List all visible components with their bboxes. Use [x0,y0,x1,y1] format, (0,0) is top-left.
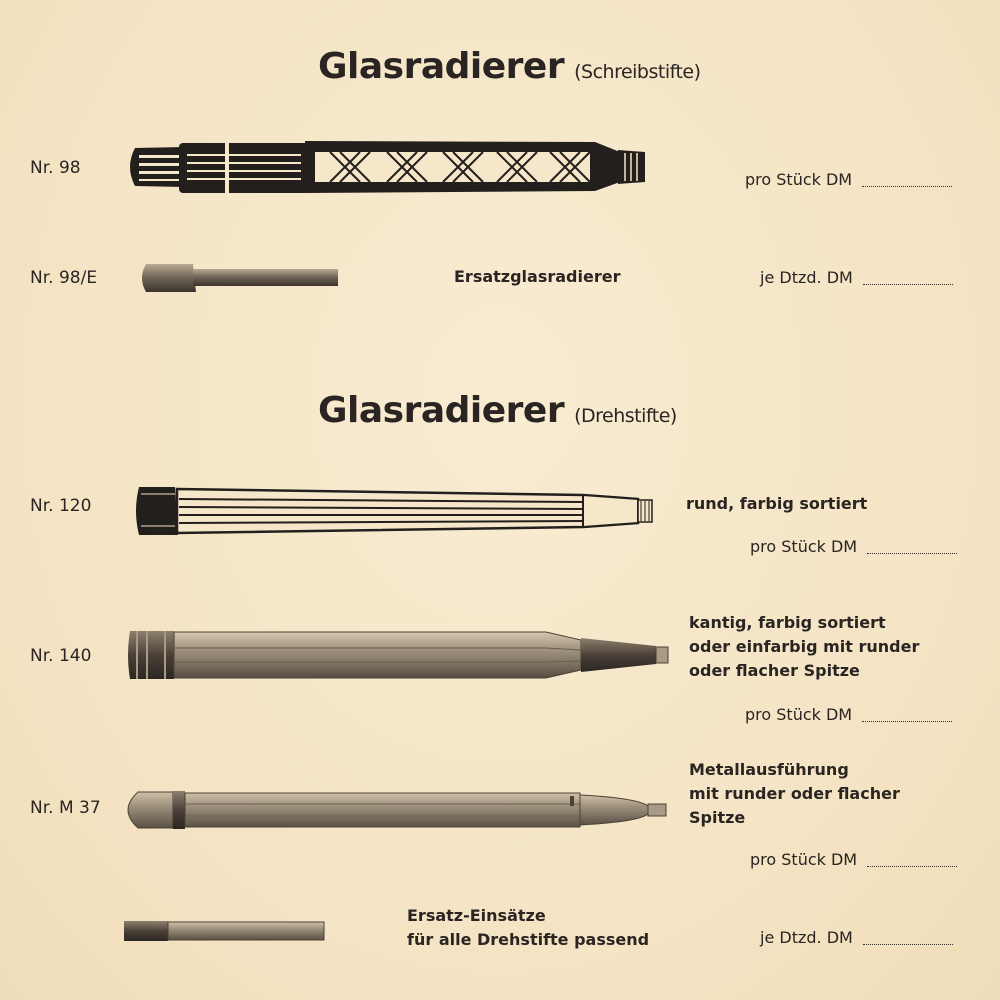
item-description-m37 [689,758,900,830]
description-line: Ersatzglasradierer [454,267,621,286]
price-line-98 [745,170,952,189]
section-subtitle: (Schreibstifte) [574,61,701,83]
description-line: oder flacher Spitze [689,661,860,680]
refill-98e-illustration [138,262,340,294]
price-blank [862,721,952,722]
price-blank [862,186,952,187]
item-number-98e: Nr. 98/E [30,268,98,288]
item-number-m37: Nr. M 37 [30,798,101,818]
refill-insert-illustration [124,919,326,943]
price-label: pro Stück DM [745,170,853,189]
item-description-98e [454,265,620,289]
description-line: mit runder oder flacher [689,784,900,803]
item-number-98: Nr. 98 [30,158,81,178]
item-number-140: Nr. 140 [30,646,92,666]
pen-98-illustration [125,138,650,196]
description-line: für alle Drehstifte passend [407,930,650,949]
item-description-120 [686,492,867,516]
price-blank [867,866,957,867]
price-blank [863,284,953,285]
price-line-inserts [760,928,953,947]
item-description-140 [689,611,919,683]
pen-120-illustration [133,485,655,537]
pen-140-illustration [126,628,671,682]
price-line-140 [745,705,952,724]
price-line-98e [760,268,953,287]
price-line-120 [750,537,957,556]
description-line: kantig, farbig sortiert [689,613,886,632]
price-line-m37 [750,850,957,869]
price-label: pro Stück DM [750,850,858,869]
price-label: je Dtzd. DM [760,268,853,287]
description-line: Ersatz-Einsätze [407,906,546,925]
description-line: rund, farbig sortiert [686,494,868,513]
section-subtitle: (Drehstifte) [574,405,677,427]
price-label: pro Stück DM [750,537,858,556]
price-blank [863,944,953,945]
section-heading-drehstifte [318,390,677,431]
item-description-inserts [407,904,649,952]
price-blank [867,553,957,554]
description-line: Metallausführung [689,760,849,779]
description-line: Spitze [689,808,746,827]
section-heading-schreibstifte [318,46,701,87]
description-line: oder einfarbig mit runder [689,637,920,656]
pen-m37-illustration [118,788,670,832]
price-label: pro Stück DM [745,705,853,724]
section-title: Glasradierer [318,46,565,87]
section-title: Glasradierer [318,390,565,431]
item-number-120: Nr. 120 [30,496,92,516]
price-label: je Dtzd. DM [760,928,853,947]
